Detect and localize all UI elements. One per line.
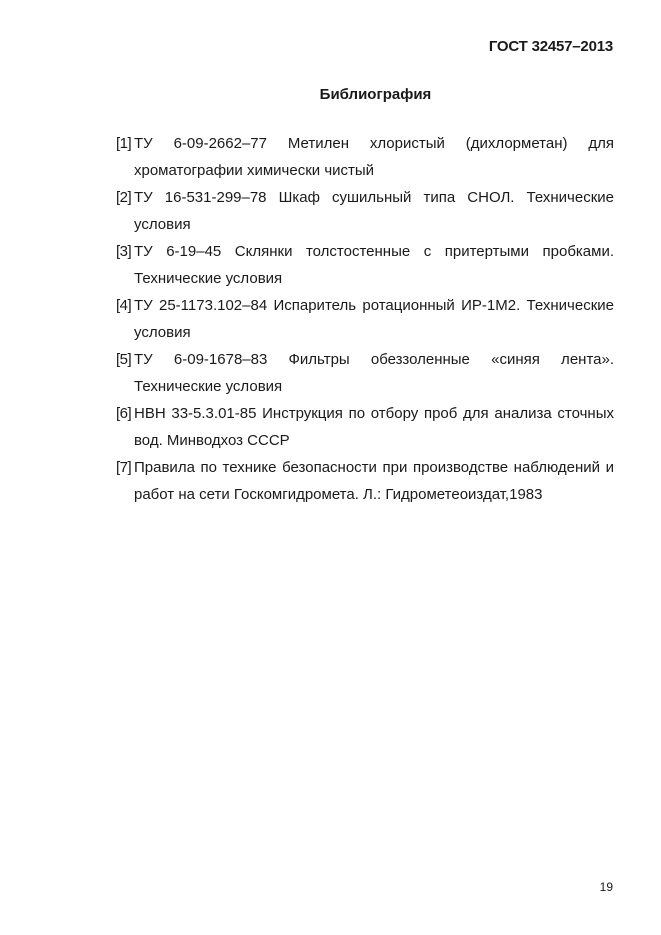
bibliography-item-number: [4]: [116, 297, 132, 314]
bibliography-item-2: [116, 184, 614, 238]
bibliography-item-text: Правила по технике безопасности при производстве наблюдений и работ на сети Госкомгидромета. Л.: Гидрометеоиздат,1983: [134, 459, 614, 503]
bibliography-item-text: ТУ 6-09-2662–77 Метилен хлористый (дихлорметан) для хроматографии химически чистый: [134, 135, 614, 179]
page-title: Библиография: [319, 86, 432, 103]
bibliography-item-text: ТУ 25-1173.102–84 Испаритель ротационный ИР-1М2. Технические условия: [134, 297, 614, 341]
bibliography-item-text: ТУ 16-531-299–78 Шкаф сушильный типа СНОЛ. Технические условия: [134, 189, 614, 233]
page-number: 19: [599, 880, 613, 894]
bibliography-item-number: [3]: [116, 243, 132, 260]
bibliography-item-number: [5]: [116, 351, 132, 368]
bibliography-item-3: [116, 238, 614, 292]
bibliography-item-text: НВН 33-5.3.01-85 Инструкция по отбору проб для анализа сточных вод. Минводхоз СССР: [134, 405, 614, 449]
bibliography-item-5: [116, 346, 614, 400]
bibliography-item-text: ТУ 6-19–45 Склянки толстостенные с притертыми пробками. Технические условия: [134, 243, 614, 287]
bibliography-item-6: [116, 400, 614, 454]
bibliography-item-number: [1]: [116, 135, 132, 152]
bibliography-item-4: [116, 292, 614, 346]
bibliography-item-7: [116, 454, 614, 508]
document-code: ГОСТ 32457–2013: [488, 38, 613, 55]
bibliography-list: [116, 130, 614, 508]
bibliography-item-text: ТУ 6-09-1678–83 Фильтры обеззоленные «синяя лента». Технические условия: [134, 351, 614, 395]
bibliography-item-number: [7]: [116, 459, 132, 476]
bibliography-item-number: [2]: [116, 189, 132, 206]
bibliography-item-1: [116, 130, 614, 184]
bibliography-item-number: [6]: [116, 405, 132, 422]
